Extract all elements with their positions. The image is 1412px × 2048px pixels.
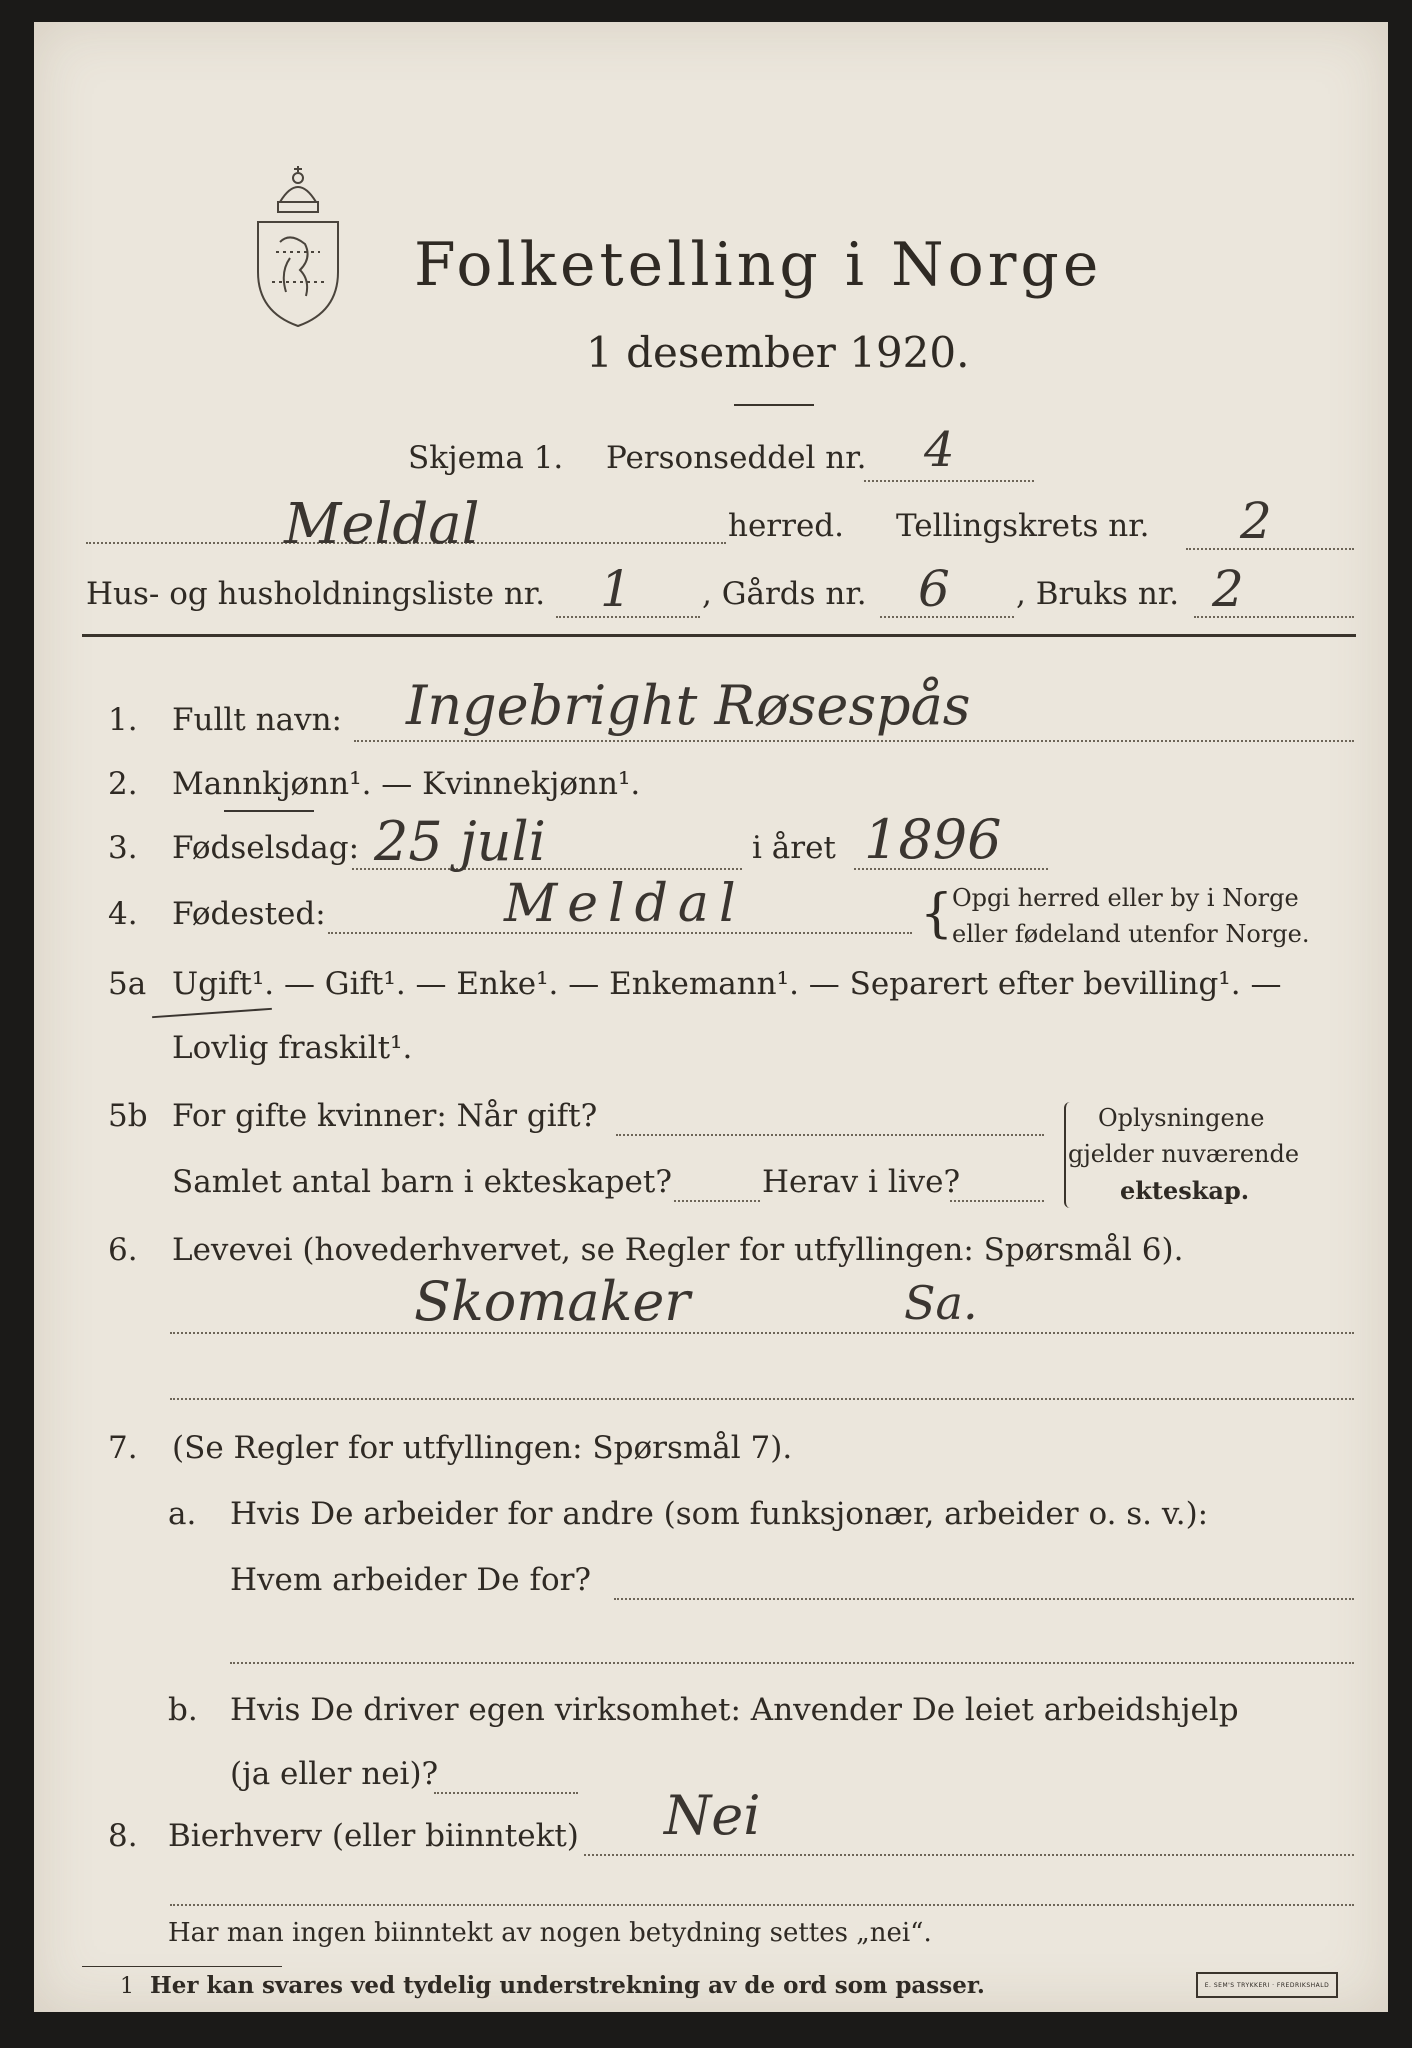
bruks-label: , Bruks nr. [1016, 576, 1180, 612]
q7b-line [434, 1792, 578, 1794]
q5b-barn-line [674, 1200, 760, 1202]
q8-label: Bierhverv (eller biinntekt) [168, 1818, 579, 1854]
printer-stamp-text: E. SEM'S TRYKKERI · FREDRIKSHALD [1204, 1981, 1330, 1989]
q8-line-2 [170, 1904, 1354, 1906]
q6-line-2 [170, 1398, 1354, 1400]
census-form-sheet [34, 22, 1388, 2012]
tellingskrets-label: Tellingskrets nr. [896, 508, 1150, 544]
footer-note: Har man ingen biinntekt av nogen betydning settes „nei“. [168, 1918, 932, 1948]
q7b-label-2: (ja eller nei)? [230, 1756, 439, 1792]
q3-label: Fødselsdag: [172, 830, 360, 866]
personseddel-value[interactable]: 4 [924, 422, 955, 478]
gards-label: , Gårds nr. [702, 576, 867, 612]
q5b-label-2: Samlet antal barn i ekteskapet? [172, 1164, 672, 1200]
q7-number: 7. [108, 1430, 138, 1466]
q8-number: 8. [108, 1818, 138, 1854]
q3-year-label: i året [752, 830, 836, 866]
q4-value[interactable]: Meldal [504, 874, 746, 934]
q7a-line-1 [614, 1598, 1354, 1600]
q4-number: 4. [108, 896, 138, 932]
q7a-label-2: Hvem arbeider De for? [230, 1562, 592, 1598]
personseddel-line [864, 480, 1034, 482]
q5b-note-line-2: gjelder nuværende [1068, 1140, 1300, 1168]
q3-year-value[interactable]: 1896 [864, 808, 1002, 871]
q1-value[interactable]: Ingebright Røsespås [406, 674, 971, 737]
q5b-number: 5b [108, 1098, 148, 1134]
q3-number: 3. [108, 830, 138, 866]
footnote-mark: 1 [120, 1974, 134, 1999]
q8-line-1 [584, 1854, 1354, 1856]
q1-number: 1. [108, 702, 138, 738]
herred-label: herred. [728, 508, 844, 544]
hus-value[interactable]: 1 [600, 560, 632, 618]
q4-note-brace: { [920, 884, 954, 944]
q5b-nar-gift-line [616, 1134, 1044, 1136]
herred-value[interactable]: Meldal [284, 492, 480, 557]
skjema-label: Skjema 1. [408, 440, 564, 476]
tellingskrets-value[interactable]: 2 [1240, 492, 1272, 550]
q7-label: (Se Regler for utfyllingen: Spørsmål 7). [172, 1430, 793, 1466]
q1-line [354, 740, 1354, 742]
q6-value[interactable]: Skomaker [414, 1270, 691, 1333]
q2-mannkjonn-underline [224, 810, 314, 812]
gards-value[interactable]: 6 [918, 560, 950, 618]
q4-note-line-2: eller fødeland utenfor Norge. [952, 920, 1310, 948]
form-title: Folketelling i Norge [414, 230, 1103, 300]
q6-number: 6. [108, 1232, 138, 1268]
q6-line-1 [170, 1332, 1354, 1334]
q4-note-line-1: Opgi herred eller by i Norge [952, 884, 1299, 912]
q5a-ugift-underline [152, 1008, 272, 1018]
header-divider [82, 634, 1356, 637]
q5a-label: Ugift¹. — Gift¹. — Enke¹. — Enkemann¹. — Separert efter bevilling¹. — [172, 966, 1282, 1002]
footnote-divider [82, 1966, 282, 1967]
q7a-label: Hvis De arbeider for andre (som funksjonær, arbeider o. s. v.): [230, 1496, 1209, 1532]
census-date: 1 desember 1920. [586, 328, 970, 377]
q5b-live-line [950, 1200, 1044, 1202]
q5b-label-3: Herav i live? [762, 1164, 961, 1200]
footnote-text: Her kan svares ved tydelig understrekning av de ord som passer. [150, 1972, 985, 1999]
personseddel-label: Personseddel nr. [606, 440, 867, 476]
q5a-label-2: Lovlig fraskilt¹. [172, 1030, 413, 1066]
q6-value-2[interactable]: Sa. [904, 1276, 978, 1330]
q5b-label: For gifte kvinner: Når gift? [172, 1098, 598, 1134]
q4-label: Fødested: [172, 896, 326, 932]
q2-label: Mannkjønn¹. — Kvinnekjønn¹. [172, 766, 641, 802]
q5b-note-line-3: ekteskap. [1120, 1176, 1250, 1205]
printer-stamp [1196, 1972, 1338, 1998]
q7a-number: a. [168, 1496, 197, 1532]
q5b-note-line-1: Oplysningene [1098, 1104, 1265, 1132]
q1-label: Fullt navn: [172, 702, 342, 738]
q7a-line-2 [230, 1662, 1354, 1664]
q3-value[interactable]: 25 juli [374, 810, 546, 873]
q7b-number: b. [168, 1692, 198, 1728]
bruks-value[interactable]: 2 [1212, 560, 1244, 618]
q7b-label: Hvis De driver egen virksomhet: Anvender De leiet arbeidshjelp [230, 1692, 1239, 1728]
q5a-number: 5a [108, 966, 147, 1002]
coat-of-arms-icon [250, 162, 346, 328]
title-divider [734, 404, 814, 406]
q2-number: 2. [108, 766, 138, 802]
q6-label: Levevei (hovederhvervet, se Regler for utfyllingen: Spørsmål 6). [172, 1232, 1184, 1268]
hus-label: Hus- og husholdningsliste nr. [86, 576, 546, 612]
q8-value[interactable]: Nei [664, 1784, 761, 1847]
